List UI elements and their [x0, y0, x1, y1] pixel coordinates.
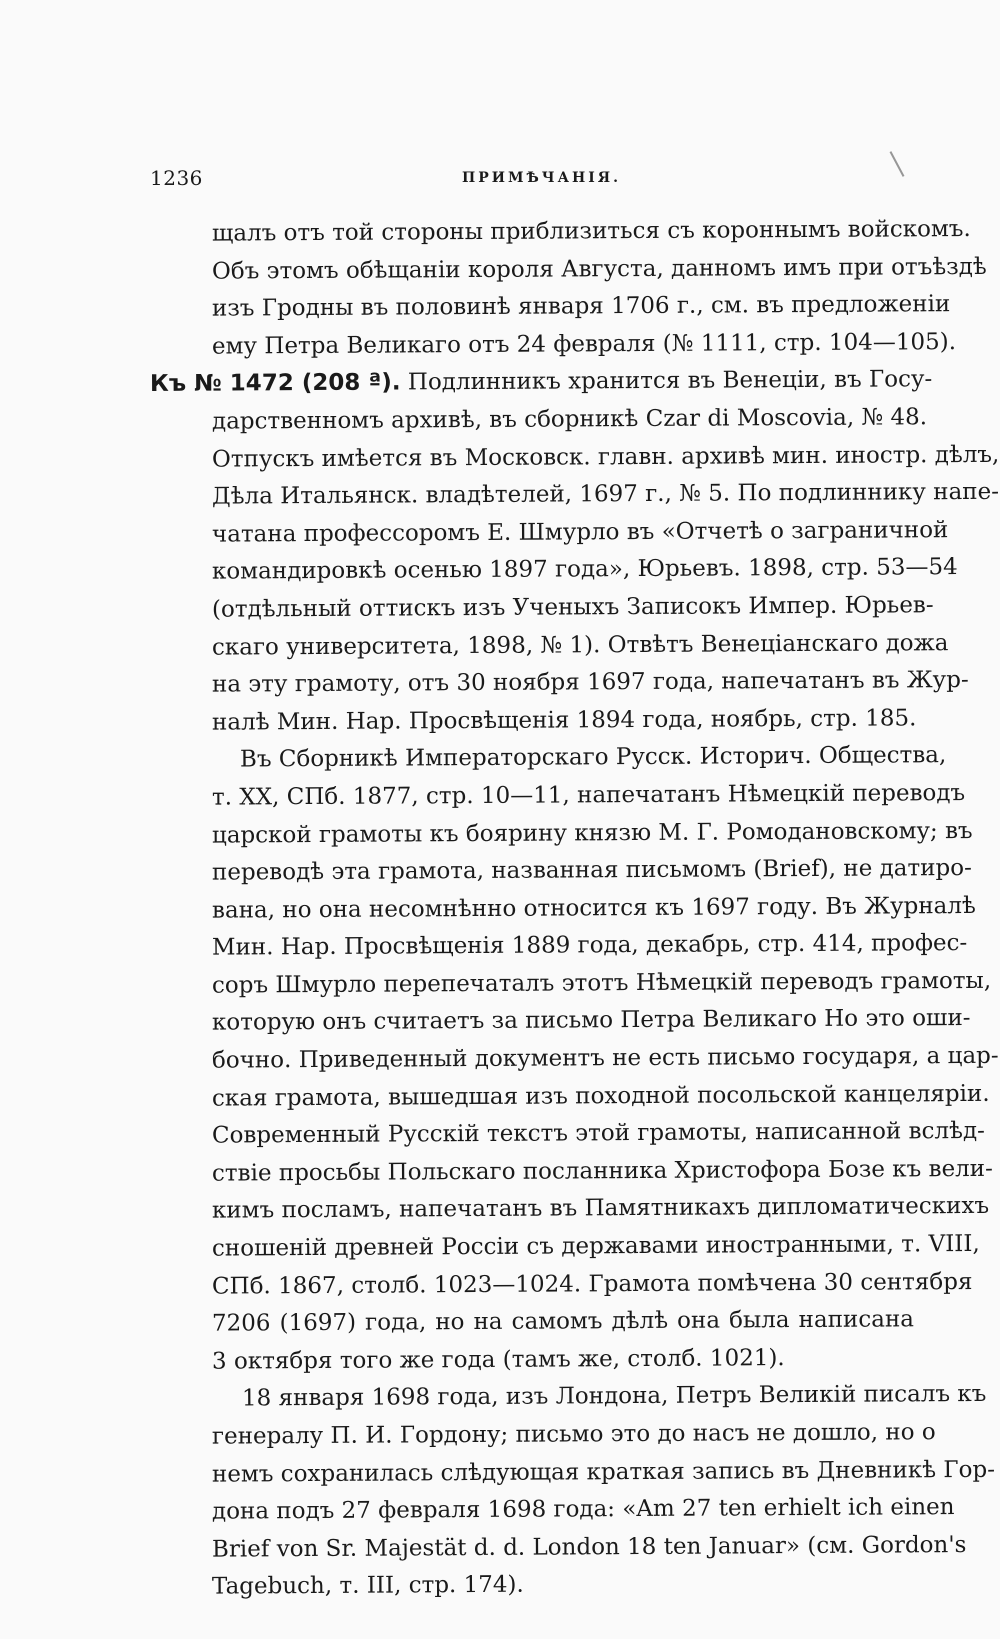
page-number: 1236: [150, 166, 203, 190]
text-line: сношеній древней Россіи съ державами иностранными, т. VIII,: [211, 1230, 980, 1262]
text-line: Отпускъ имѣется въ Московск. главн. архивѣ мин. иностр. дѣлъ,: [211, 441, 1000, 473]
paragraph-continuation: [150, 215, 987, 366]
text-line: 18 января 1698 года, изъ Лондона, Петръ Великій писалъ къ: [241, 1381, 987, 1412]
text-line: соръ Шмурло перепечаталъ этотъ Нѣмецкій переводъ грамоты,: [211, 967, 992, 999]
text-fragment: Подлинникъ хранится въ Венеціи, въ Госу-: [407, 366, 933, 396]
paragraph-gordon: [150, 1381, 996, 1607]
text-line: Объ этомъ обѣщаніи короля Августа, данномъ имъ при отъѣздѣ: [211, 253, 987, 285]
text-line: дарственномъ архивѣ, въ сборникѣ Czar di Moscovia, № 48.: [211, 404, 928, 435]
text-line: которую онъ считаетъ за письмо Петра Великаго Но это оши-: [211, 1005, 971, 1037]
text-line: переводѣ эта грамота, названная письмомъ (Brief), не датиро-: [211, 855, 972, 886]
text-line: чатана профессоромъ Е. Шмурло въ «Отчетѣ о заграничной: [211, 516, 949, 548]
text-line: (отдѣльный оттискъ изъ Ученыхъ Записокъ Импер. Юрьев-: [211, 592, 934, 623]
text-line: дона подъ 27 февраля 1698 года: «Am 27 ten erhielt ich einen: [211, 1494, 955, 1525]
text-line: Дѣла Итальянск. владѣтелей, 1697 г., № 5. По подлиннику напе-: [211, 478, 1000, 510]
paragraph-sbornik: [150, 742, 999, 1381]
text-line: Современный Русскій текстъ этой грамоты, написанной вслѣд-: [211, 1118, 985, 1149]
note-heading: Къ № 1472 (208 ª).: [149, 369, 401, 398]
text-line: скаго университета, 1898, № 1). Отвѣтъ Венеціанскаго дожа: [211, 629, 949, 661]
text-line: кимъ посламъ, напечатанъ въ Памятникахъ дипломатическихъ: [211, 1193, 990, 1225]
scan-artifact-mark: [890, 151, 905, 177]
text-line: СПб. 1867, столб. 1023—1024. Грамота помѣчена 30 сентября: [211, 1268, 973, 1300]
text-line: налѣ Мин. Нар. Просвѣщенія 1894 года, ноябрь, стр. 185.: [211, 705, 917, 736]
text-line: на эту грамоту, отъ 30 ноября 1697 года, напечатанъ въ Жур-: [211, 667, 969, 698]
text-line: изъ Гродны въ половинѣ января 1706 г., см. въ предложеніи: [211, 291, 951, 322]
text-line: т. XX, СПб. 1877, стр. 10—11, напечатанъ Нѣмецкій переводъ: [211, 779, 966, 811]
text-line: Tagebuch, т. III, стр. 174).: [211, 1572, 524, 1600]
text-line: немъ сохранилась слѣдующая краткая запись въ Дневникѣ Гор-: [211, 1456, 996, 1488]
body-text: [149, 215, 1000, 1607]
text-line: царской грамоты къ боярину князю М. Г. Ромодановскому; въ: [211, 817, 973, 849]
text-line: Въ Сборникѣ Императорскаго Русск. Историч. Общества,: [239, 742, 947, 773]
text-line: 3 октября того же года (тамъ же, столб. 1021).: [211, 1344, 785, 1375]
text-line: 7206 (1697) года, но на самомъ дѣлѣ она была написана: [211, 1306, 915, 1337]
text-line: ствіе просьбы Польскаго посланника Христофора Бозе къ вели-: [211, 1155, 993, 1187]
running-title: ПРИМѢЧАНІЯ.: [462, 170, 621, 186]
text-line: ская грамота, вышедшая изъ походной посольской канцеляріи.: [211, 1080, 990, 1112]
text-line: Brief von Sr. Majestät d. d. London 18 ten Januar» (см. Gordon's: [211, 1531, 967, 1563]
text-line: командировкѣ осенью 1897 года», Юрьевъ. 1898, стр. 53—54: [211, 554, 958, 585]
text-line: щалъ отъ той стороны приблизиться съ короннымъ войскомъ.: [211, 215, 971, 247]
note-entry-1472: [149, 366, 1000, 742]
text-line: генералу П. И. Гордону; письмо это до насъ не дошло, но о: [211, 1419, 936, 1450]
text-line-with-heading: [149, 362, 933, 404]
text-line: бочно. Приведенный документъ не есть письмо государя, а цар-: [211, 1042, 999, 1074]
text-line: ему Петра Великаго отъ 24 февраля (№ 1111, стр. 104—105).: [211, 328, 957, 360]
text-line: вана, но она несомнѣнно относится къ 1697 году. Въ Журналѣ: [211, 892, 976, 924]
text-line: Мин. Нар. Просвѣщенія 1889 года, декабрь, стр. 414, профес-: [211, 930, 968, 961]
